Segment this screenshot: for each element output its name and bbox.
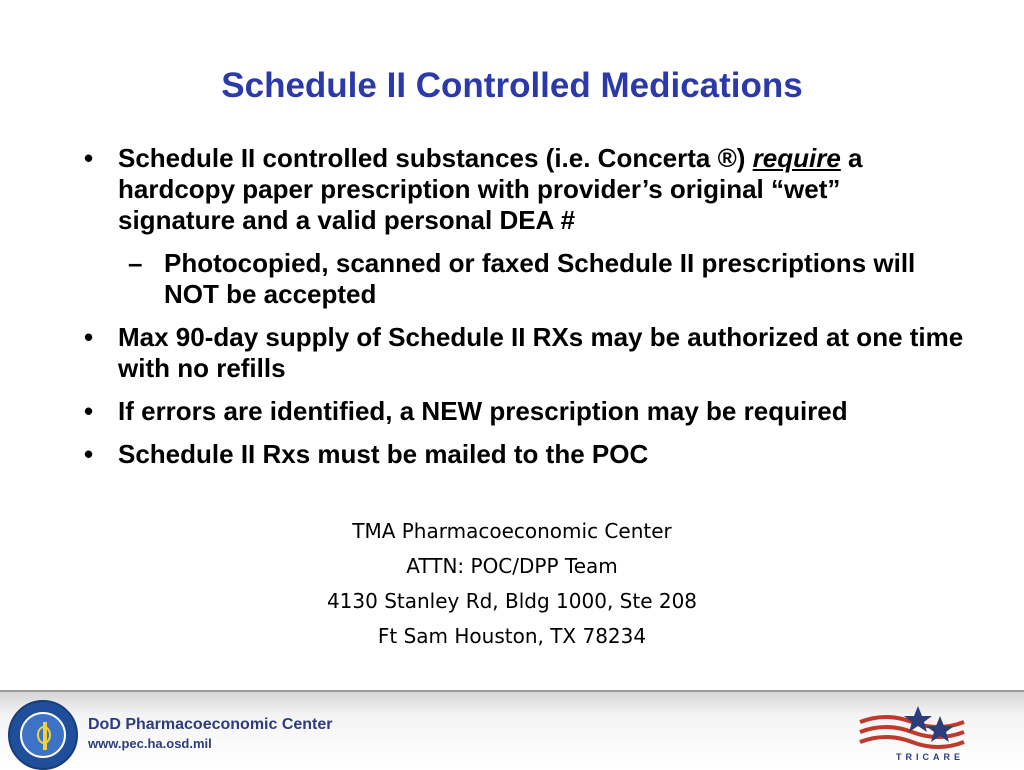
footer-url[interactable]: www.pec.ha.osd.mil	[88, 736, 212, 751]
bullet-item	[84, 322, 964, 384]
bullet-list	[84, 143, 964, 482]
address-line-2: ATTN: POC/DPP Team	[406, 554, 618, 578]
bullet-mark: •	[84, 396, 94, 426]
bullet-text: If errors are identified, a NEW prescription may be required	[118, 396, 848, 426]
slide-footer	[0, 690, 1024, 770]
address-line-1: TMA Pharmacoeconomic Center	[352, 519, 672, 543]
seal-inner-circle	[20, 712, 66, 758]
bullet-item	[84, 396, 964, 427]
bullet-text: Max 90-day supply of Schedule II RXs may be authorized at one time with no refills	[118, 322, 964, 383]
bullet-text-emphasis: require	[752, 143, 841, 173]
bullet-item	[84, 439, 964, 470]
bullet-text: Schedule II Rxs must be mailed to the POC	[118, 439, 649, 469]
bullet-text-start: Schedule II controlled substances (i.e. Concerta ®)	[118, 143, 753, 173]
bullet-text-end: a hardcopy paper prescription with provider’s original “wet” signature and a valid personal DEA #	[118, 143, 863, 235]
tricare-wordmark: TRICARE	[896, 752, 964, 762]
bullet-mark: •	[84, 439, 94, 469]
bullet-mark: •	[84, 322, 94, 352]
mailing-address	[0, 514, 1024, 654]
pharmacoeconomic-center-seal-icon	[8, 700, 78, 770]
sub-bullet-text: Photocopied, scanned or faxed Schedule II prescriptions will NOT be accepted	[164, 248, 916, 309]
bullet-mark: •	[84, 143, 94, 173]
tricare-stripe-icon	[860, 737, 964, 747]
bullet-item	[84, 143, 964, 236]
address-line-4: Ft Sam Houston, TX 78234	[377, 624, 647, 648]
seal-snake-icon	[37, 726, 51, 744]
footer-org-name: DoD Pharmacoeconomic Center	[88, 716, 333, 733]
address-line-3: 4130 Stanley Rd, Bldg 1000, Ste 208	[326, 589, 698, 613]
slide-title: Schedule II Controlled Medications	[221, 66, 803, 105]
sub-bullet-mark: –	[128, 248, 143, 278]
sub-bullet-item	[84, 248, 964, 310]
